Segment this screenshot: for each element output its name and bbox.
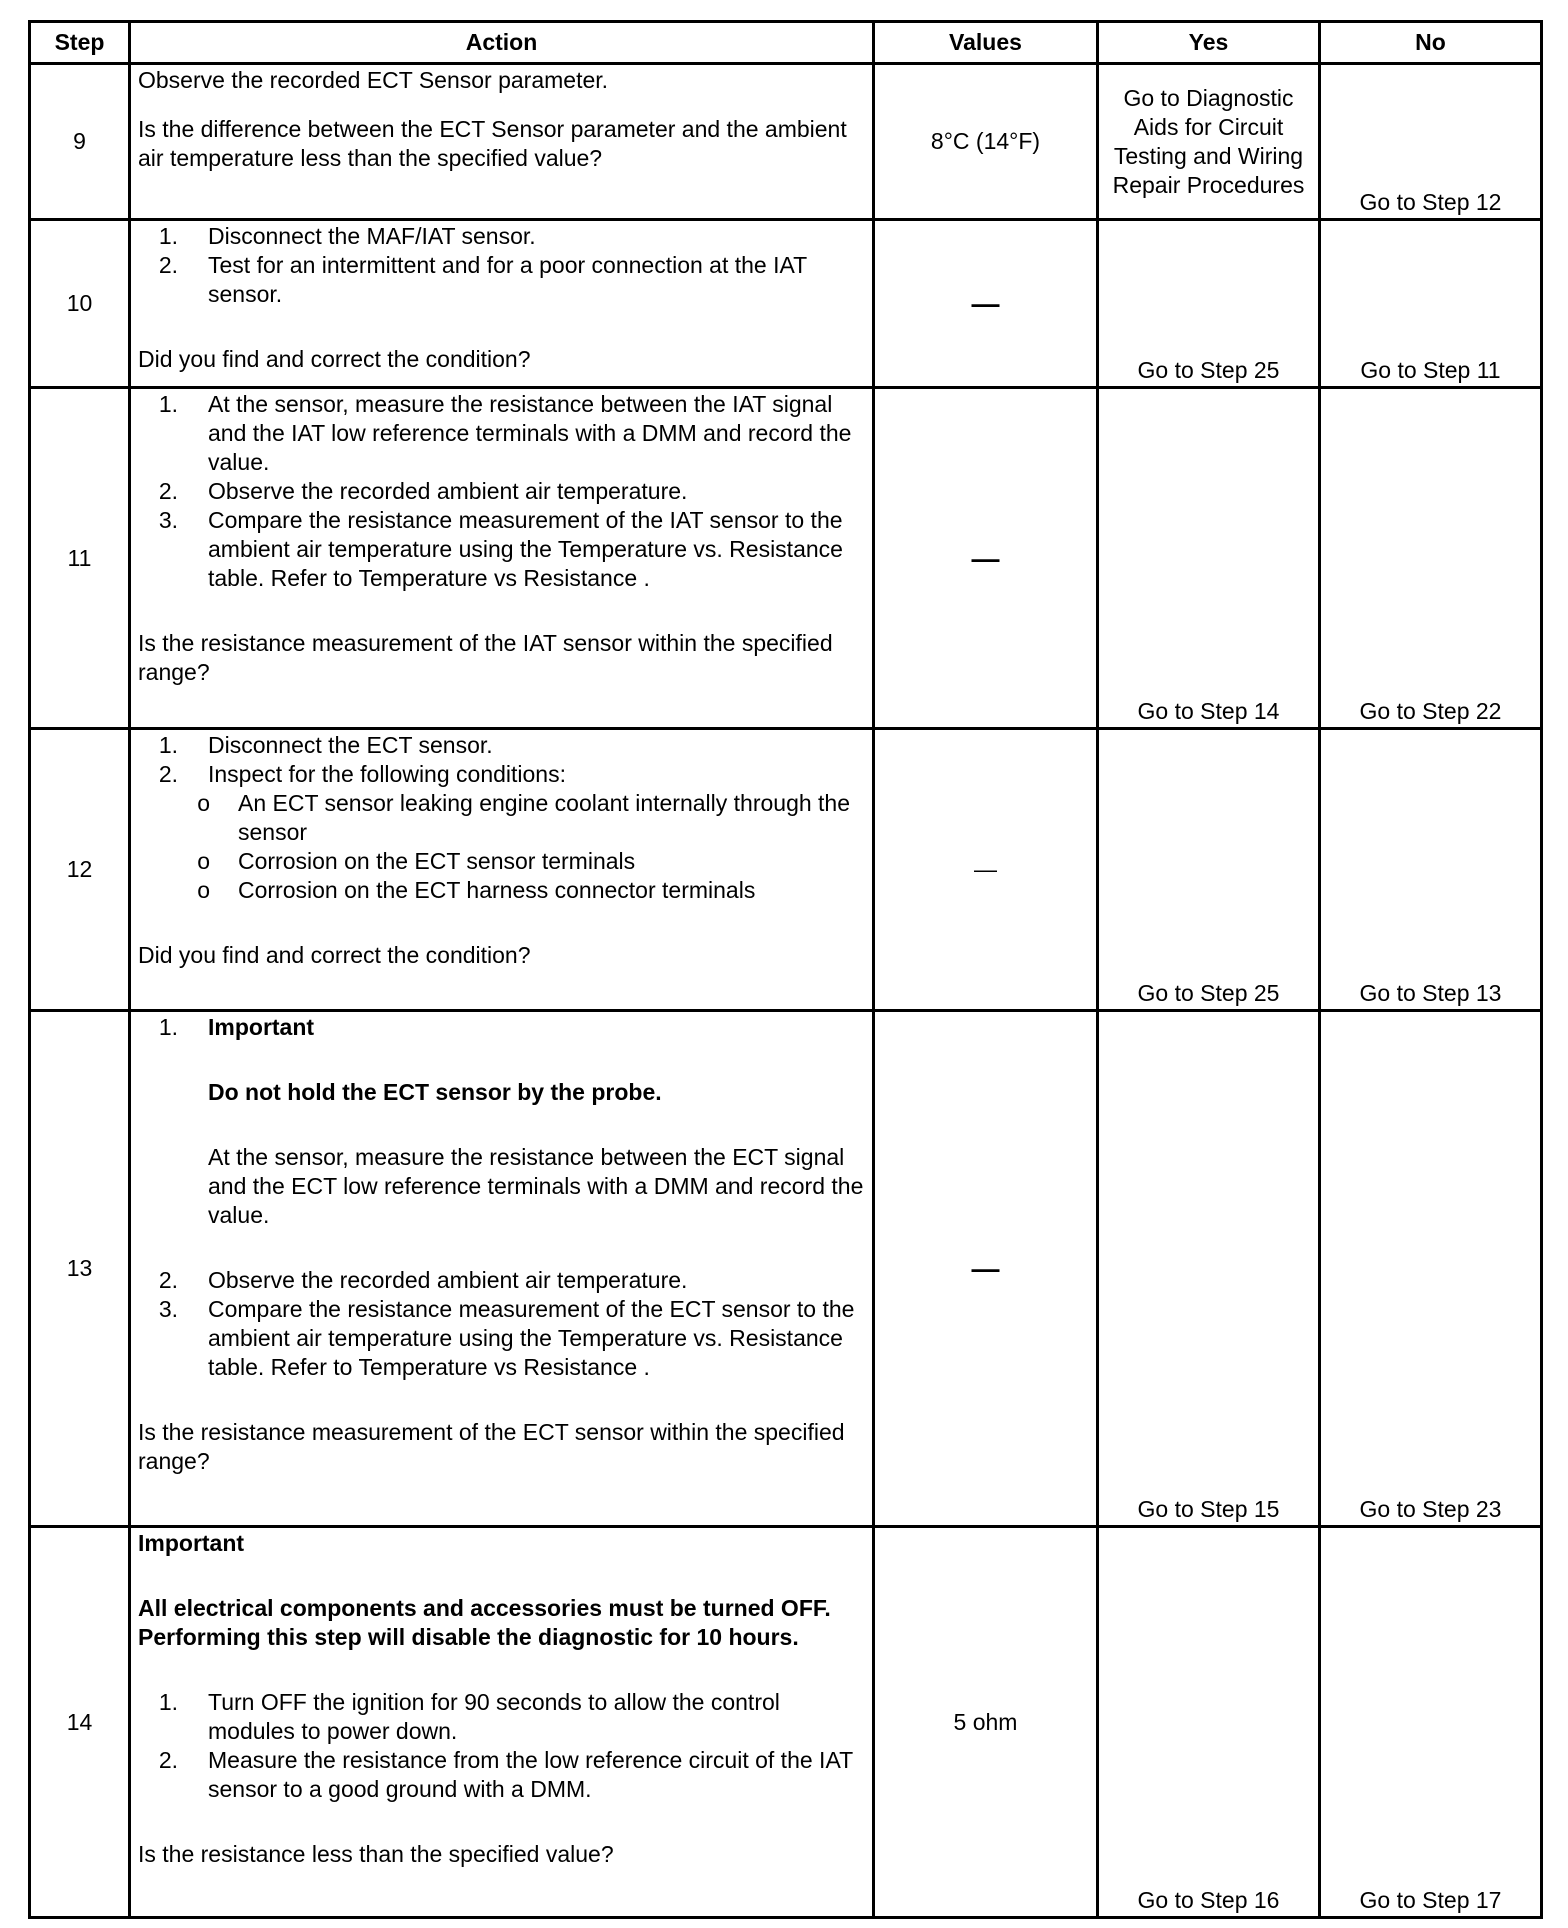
list-item: o An ECT sensor leaking engine coolant internally through the sensor xyxy=(197,790,851,845)
values-cell: — xyxy=(874,1011,1098,1527)
list-item: 2. Inspect for the following conditions: xyxy=(158,761,566,787)
diagnostic-table xyxy=(28,20,1543,1919)
action-question: Is the resistance measurement of the ECT sensor within the specified range? xyxy=(138,1419,845,1474)
values-cell: — xyxy=(874,220,1098,388)
yes-cell: Go to Step 15 xyxy=(1098,1011,1320,1527)
step-number: 9 xyxy=(30,64,130,220)
list-item: 1. Disconnect the ECT sensor. xyxy=(158,732,493,758)
action-list xyxy=(138,222,865,309)
list-item: 2. Test for an intermittent and for a poor connection at the IAT sensor. xyxy=(158,252,807,307)
list-item: 3. Compare the resistance measurement of the IAT sensor to the ambient air temperature using the Temperature vs. Resistance table. Refer to Temperature vs Resistance . xyxy=(158,507,843,591)
yes-cell: Go to Step 25 xyxy=(1098,220,1320,388)
table-row xyxy=(30,1527,1542,1918)
step-number: 10 xyxy=(30,220,130,388)
no-cell: Go to Step 12 xyxy=(1320,64,1542,220)
yes-cell: Go to Step 14 xyxy=(1098,388,1320,729)
yes-cell: Go to Diagnostic Aids for Circuit Testing and Wiring Repair Procedures xyxy=(1098,64,1320,220)
values-cell: 8°C (14°F) xyxy=(874,64,1098,220)
header-row xyxy=(30,22,1542,64)
list-item: 1. Important Do not hold the ECT sensor by the probe. At the sensor, measure the resistance between the ECT signal and the ECT low reference terminals with a DMM and record the value. xyxy=(158,1014,864,1228)
no-cell: Go to Step 11 xyxy=(1320,220,1542,388)
list-item: o Corrosion on the ECT harness connector terminals xyxy=(197,877,756,903)
action-list xyxy=(138,1013,865,1382)
step-number: 11 xyxy=(30,388,130,729)
no-cell: Go to Step 23 xyxy=(1320,1011,1542,1527)
header-values: Values xyxy=(874,22,1098,64)
action-list xyxy=(138,731,865,789)
list-item: 2. Observe the recorded ambient air temperature. xyxy=(158,478,688,504)
no-cell: Go to Step 22 xyxy=(1320,388,1542,729)
list-item: o Corrosion on the ECT sensor terminals xyxy=(197,848,636,874)
action-cell xyxy=(130,64,874,220)
action-question: Did you find and correct the condition? xyxy=(138,942,531,968)
action-question: Is the difference between the ECT Sensor parameter and the ambient air temperature less than the specified value? xyxy=(138,116,847,171)
action-text: Observe the recorded ECT Sensor parameter. xyxy=(138,67,609,93)
action-list xyxy=(138,1688,865,1804)
header-no: No xyxy=(1320,22,1542,64)
action-question: Is the resistance less than the specified value? xyxy=(138,1841,614,1867)
action-cell xyxy=(130,388,874,729)
important-note: Do not hold the ECT sensor by the probe. xyxy=(208,1079,662,1105)
list-item: 1. Turn OFF the ignition for 90 seconds to allow the control modules to power down. xyxy=(158,1689,780,1744)
list-item: 1. At the sensor, measure the resistance between the IAT signal and the IAT low reference terminals with a DMM and record the value. xyxy=(158,391,852,475)
values-cell: 5 ohm xyxy=(874,1527,1098,1918)
action-cell xyxy=(130,1011,874,1527)
table-row xyxy=(30,729,1542,1011)
step-number: 14 xyxy=(30,1527,130,1918)
list-item: 2. Observe the recorded ambient air temperature. xyxy=(158,1267,688,1293)
values-cell: — xyxy=(874,729,1098,1011)
step-number: 12 xyxy=(30,729,130,1011)
important-label: Important xyxy=(208,1014,315,1040)
action-question: Did you find and correct the condition? xyxy=(138,346,531,372)
list-item: 1. Disconnect the MAF/IAT sensor. xyxy=(158,223,536,249)
header-action: Action xyxy=(130,22,874,64)
action-cell xyxy=(130,1527,874,1918)
table-row xyxy=(30,64,1542,220)
header-yes: Yes xyxy=(1098,22,1320,64)
list-item: 3. Compare the resistance measurement of the ECT sensor to the ambient air temperature using the Temperature vs. Resistance table. Refer to Temperature vs Resistance . xyxy=(158,1296,855,1380)
action-list xyxy=(138,390,865,593)
no-cell: Go to Step 17 xyxy=(1320,1527,1542,1918)
header-step: Step xyxy=(30,22,130,64)
step-number: 13 xyxy=(30,1011,130,1527)
no-cell: Go to Step 13 xyxy=(1320,729,1542,1011)
table-row xyxy=(30,220,1542,388)
list-item: 2. Measure the resistance from the low reference circuit of the IAT sensor to a good ground with a DMM. xyxy=(158,1747,853,1802)
table-row xyxy=(30,388,1542,729)
action-question: Is the resistance measurement of the IAT sensor within the specified range? xyxy=(138,630,833,685)
action-cell xyxy=(130,729,874,1011)
important-note: All electrical components and accessories must be turned OFF. Performing this step will disable the diagnostic for 10 hours. xyxy=(138,1595,831,1650)
table-row xyxy=(30,1011,1542,1527)
condition-list xyxy=(138,789,865,905)
values-cell: — xyxy=(874,388,1098,729)
yes-cell: Go to Step 16 xyxy=(1098,1527,1320,1918)
action-cell xyxy=(130,220,874,388)
action-text: At the sensor, measure the resistance between the ECT signal and the ECT low reference terminals with a DMM and record the value. xyxy=(208,1144,864,1228)
important-label: Important xyxy=(138,1530,245,1556)
yes-cell: Go to Step 25 xyxy=(1098,729,1320,1011)
